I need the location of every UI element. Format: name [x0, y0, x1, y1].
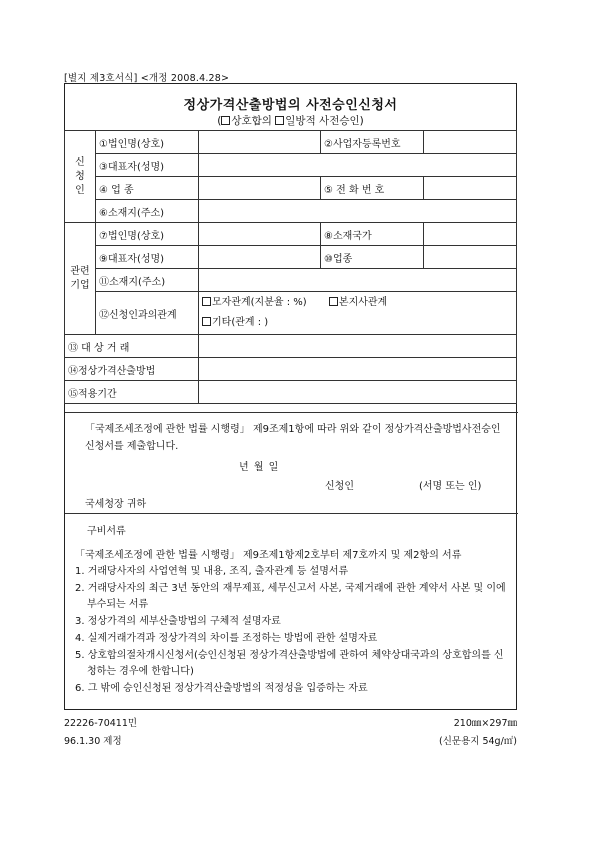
field-label-related-representative: ⑨대표자(성명)	[96, 246, 199, 269]
field-value-biz-reg-no[interactable]	[424, 131, 517, 154]
checkbox-icon[interactable]	[221, 116, 230, 125]
field-value-related-industry[interactable]	[424, 246, 517, 269]
declaration-text: 「국제조세조정에 관한 법률 시행령」 제9조제1항에 따라 위와 같이 정상가격산출방법사전승인신청서를 제출합니다.	[85, 424, 501, 452]
required-documents-title: 구비서류	[87, 526, 126, 537]
list-item: 2. 거래당사자의 최근 3년 동안의 재무제표, 세무신고서 사본, 국제거래에 관한 계약서 사본 및 이에 부수되는 서류	[75, 583, 506, 610]
field-label-period: ⑮적용기간	[65, 381, 199, 404]
field-value-address[interactable]	[199, 200, 517, 223]
field-label-address: ⑥소재지(주소)	[96, 200, 199, 223]
addressee: 국세청장 귀하	[85, 499, 147, 510]
list-item: 4. 실제거래가격과 정상가격의 차이를 조정하는 방법에 관한 설명자료	[75, 633, 378, 644]
field-value-relationship	[199, 292, 517, 335]
checkbox-icon[interactable]	[275, 116, 284, 125]
field-label-related-industry: ⑩업종	[321, 246, 424, 269]
field-label-country: ⑧소재국가	[321, 223, 424, 246]
checkbox-icon[interactable]	[329, 297, 338, 306]
list-item: 6. 그 밖에 승인신청된 정상가격산출방법의 적정성을 입증하는 자료	[75, 683, 368, 694]
required-documents-section	[65, 513, 518, 710]
checkbox-icon[interactable]	[202, 297, 211, 306]
applicant-section-label: 신 청 인	[65, 131, 96, 223]
field-value-target-transaction[interactable]	[199, 335, 517, 358]
field-value-related-corp-name[interactable]	[199, 223, 321, 246]
application-form	[64, 83, 517, 710]
list-item: 5. 상호합의절차개시신청서(승인신청된 정상가격산출방법에 관하여 체약상대국과의 상호합의를 신청하는 경우에 한합니다)	[75, 650, 504, 677]
required-documents-basis: 「국제조세조정에 관한 법률 시행령」 제9조제1항제2호부터 제7호까지 및 제2항의 서류	[75, 550, 462, 561]
form-subtitle: ( 상호합의 일방적 사전승인)	[217, 115, 364, 127]
field-label-target-transaction: ⑬ 대 상 거 래	[65, 335, 199, 358]
field-label-corp-name: ①법인명(상호)	[96, 131, 199, 154]
option-other: 기타(관계 : )	[212, 317, 269, 328]
field-value-related-representative[interactable]	[199, 246, 321, 269]
list-item: 1. 거래당사자의 사업연혁 및 내용, 조직, 출자관계 등 설명서류	[75, 566, 349, 577]
form-header: [별지 제3호서식] <개정 2008.4.28>	[64, 73, 230, 84]
field-value-industry[interactable]	[199, 177, 321, 200]
form-table	[64, 130, 517, 404]
form-title: 정상가격산출방법의 사전승인신청서	[183, 98, 398, 113]
enactment-date: 96.1.30 제정	[64, 736, 122, 747]
field-value-corp-name[interactable]	[199, 131, 321, 154]
field-value-period[interactable]	[199, 381, 517, 404]
field-value-pricing-method[interactable]	[199, 358, 517, 381]
required-documents-list	[75, 564, 511, 698]
field-value-country[interactable]	[424, 223, 517, 246]
field-value-related-address[interactable]	[199, 269, 517, 292]
signature-field[interactable]: (서명 또는 인)	[419, 481, 482, 492]
field-label-representative: ③대표자(성명)	[96, 154, 199, 177]
option-unilateral: 일방적 사전승인	[285, 115, 360, 127]
related-section-label: 관련 기업	[65, 223, 96, 335]
field-label-industry: ④ 업 종	[96, 177, 199, 200]
declaration-date[interactable]: 년 월 일	[239, 462, 280, 473]
option-head-branch: 본지사관계	[338, 297, 388, 308]
field-label-biz-reg-no: ②사업자등록번호	[321, 131, 424, 154]
form-code: 22226-70411민	[64, 718, 138, 729]
field-label-pricing-method: ⑭정상가격산출방법	[65, 358, 199, 381]
field-label-related-address: ⑪소재지(주소)	[96, 269, 199, 292]
field-label-related-corp-name: ⑦법인명(상호)	[96, 223, 199, 246]
option-parent-subsidiary: 모자관계(지분율 : %)	[212, 297, 307, 308]
field-value-representative[interactable]	[199, 154, 517, 177]
field-label-phone: ⑤ 전 화 번 호	[321, 177, 424, 200]
checkbox-icon[interactable]	[202, 317, 211, 326]
paper-type: (신문용지 54g/㎡)	[439, 736, 517, 747]
declaration-section	[65, 412, 518, 514]
field-label-relationship: ⑫신청인과의관계	[96, 292, 199, 335]
option-mutual-agreement: 상호합의	[231, 115, 272, 127]
applicant-label: 신청인	[325, 481, 354, 492]
list-item: 3. 정상가격의 세부산출방법의 구체적 설명자료	[75, 616, 281, 627]
field-value-phone[interactable]	[424, 177, 517, 200]
paper-size: 210㎜×297㎜	[453, 718, 517, 729]
